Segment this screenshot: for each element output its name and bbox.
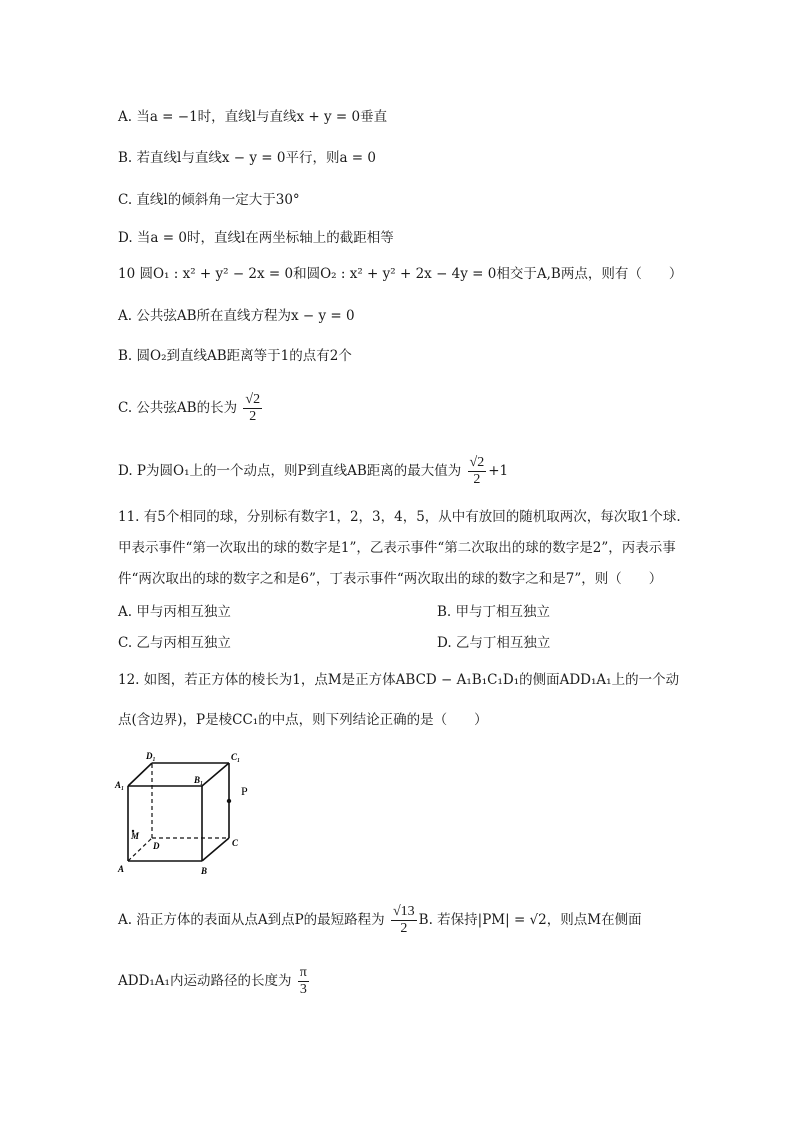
label-p: P: [241, 784, 248, 798]
option-b: B. 若直线l与直线x − y = 0平行，则a = 0: [118, 150, 376, 166]
q12-b-denominator: 3: [299, 982, 307, 997]
q10-d-text: D. P为圆O₁上的一个动点，则P到直线AB距离的最大值为: [118, 463, 462, 479]
q12-a-denominator: 2: [400, 921, 408, 936]
q12-b-fraction: [298, 965, 309, 998]
q12-b-cont: ADD₁A₁内运动路径的长度为: [118, 973, 292, 989]
q12-line2: 点(含边界)，P是棱CC₁的中点，则下列结论正确的是（ ）: [118, 712, 488, 728]
q10-c-denominator: 2: [249, 409, 257, 424]
q10-c-text: C. 公共弦AB的长为: [118, 400, 238, 416]
q10-option-d: [118, 455, 508, 488]
q10-d-fraction: [468, 455, 487, 488]
label-b: B: [201, 866, 208, 876]
label-d1: D₁: [146, 751, 156, 761]
q12-option-b-cont: [118, 965, 311, 998]
edge-b-c: [202, 838, 229, 861]
q12-a-text: A. 沿正方体的表面从点A到点P的最短路程为: [118, 912, 385, 928]
q10-d-tail: +1: [488, 463, 509, 479]
q12-b-text: B. 若保持|PM| = √2，则点M在侧面: [418, 912, 642, 928]
cube-figure: [112, 748, 257, 880]
q12-a-numerator: √13: [392, 904, 415, 919]
q10-option-c: [118, 392, 264, 425]
q11-option-c: C. 乙与丙相互独立: [118, 635, 231, 651]
option-d: D. 当a = 0时，直线l在两坐标轴上的截距相等: [118, 230, 394, 246]
label-c: C: [232, 838, 239, 848]
q10-c-numerator: √2: [245, 392, 261, 407]
q11-option-b: B. 甲与丁相互独立: [437, 604, 551, 620]
option-a: A. 当a = −1时，直线l与直线x + y = 0垂直: [118, 109, 388, 125]
q11-option-d: D. 乙与丁相互独立: [437, 635, 551, 651]
q12-b-numerator: π: [299, 965, 307, 980]
q10-d-numerator: √2: [469, 455, 485, 470]
label-b1: B₁: [194, 775, 204, 785]
q11-line1: 11. 有5个相同的球，分别标有数字1，2，3，4，5，从中有放回的随机取两次，每次取1个球.: [118, 509, 681, 525]
q10-d-denominator: 2: [473, 472, 481, 487]
label-c1: C₁: [231, 752, 241, 762]
q10-option-b: B. 圆O₂到直线AB距离等于1的点有2个: [118, 348, 352, 364]
q11-option-a: A. 甲与丙相互独立: [118, 604, 231, 620]
q12-line1: 12. 如图，若正方体的棱长为1，点M是正方体ABCD − A₁B₁C₁D₁的侧面ADD₁A₁上的一个动: [118, 672, 680, 688]
q11-line2: 甲表示事件“第一次取出的球的数字是1”，乙表示事件“第二次取出的球的数字是2”，丙表示事: [118, 540, 676, 556]
label-m: M: [131, 831, 140, 841]
edge-a1-d1: [128, 763, 152, 786]
option-c: C. 直线l的倾斜角一定大于30°: [118, 192, 300, 208]
label-d: D: [153, 841, 160, 851]
edge-a-d-hidden: [128, 838, 152, 861]
point-p: [227, 799, 231, 803]
q12-option-a-b: [118, 904, 642, 937]
q10-option-a: A. 公共弦AB所在直线方程为x − y = 0: [118, 308, 355, 324]
q10-c-fraction: [243, 392, 262, 425]
label-a1: A₁: [115, 780, 125, 790]
q12-a-fraction: [391, 904, 417, 937]
q10-stem: 10 圆O₁ : x² + y² − 2x = 0和圆O₂ : x² + y² + 2x − 4y = 0相交于A,B两点，则有（ ）: [118, 266, 683, 282]
q11-line3: 件“两次取出的球的数字之和是6”，丁表示事件“两次取出的球的数字之和是7”，则（ ）: [118, 571, 663, 587]
label-a: A: [118, 864, 125, 874]
edge-b1-c1: [202, 763, 229, 786]
